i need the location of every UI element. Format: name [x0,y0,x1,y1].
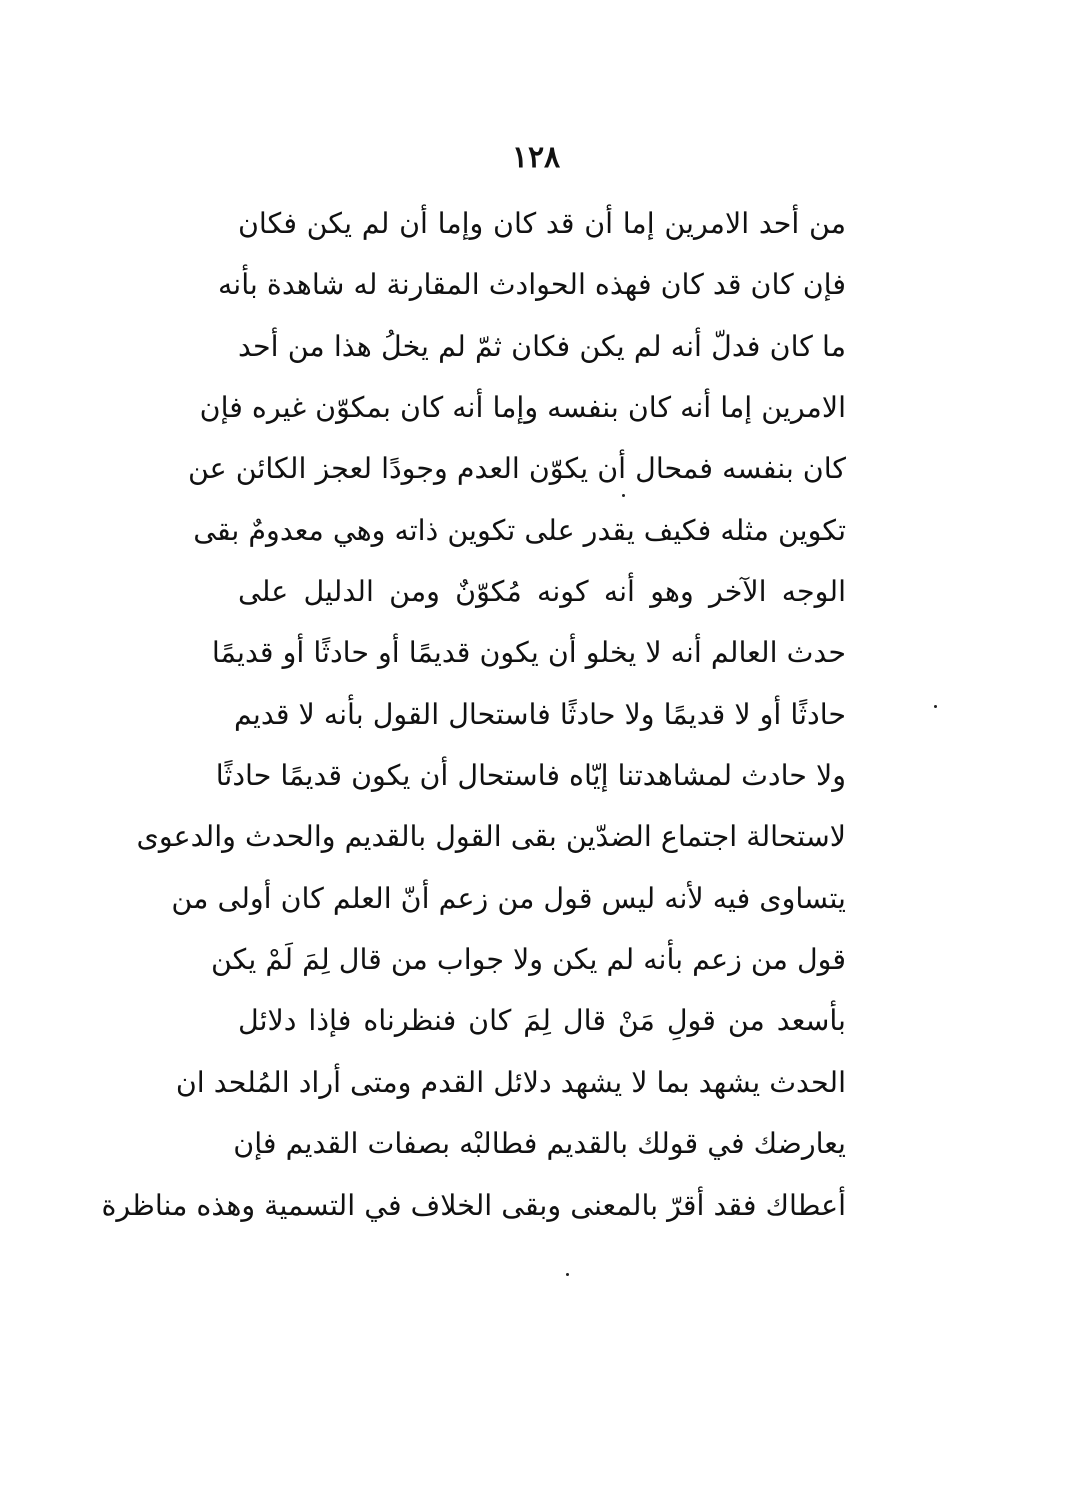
text-line: الوجه الآخر وهو أنه كونه مُكوّنٌ ومن الدليل على [238,575,846,609]
text-line: كان بنفسه فمحال أن يكوّن العدم وجودًا لعجز الكائن عن [187,452,846,486]
scan-speck [622,494,625,497]
text-line: ولا حادث لمشاهدتنا إيّاه فاستحال أن يكون قديمًا حادثًا [215,759,846,793]
text-line: بأسعد من قولِ مَنْ قال لِمَ كان فنظرناه فإذا دلائل [238,1004,846,1038]
text-line: قول من زعم بأنه لم يكن ولا جواب من قال لِمَ لَمْ يكن [210,943,846,977]
scan-speck [566,1273,569,1276]
text-line: أعطاك فقد أقرّ بالمعنى وبقى الخلاف في التسمية وهذه مناظرة [101,1188,846,1222]
text-line: حدث العالم أنه لا يخلو أن يكون قديمًا أو حادثًا أو قديمًا [211,636,846,670]
body-text [101,193,846,1236]
text-line: يعارضك في قولك بالقديم فطالبْه بصفات القديم فإن [233,1127,846,1161]
text-line: من أحد الامرين إما أن قد كان وإما أن لم يكن فكان [238,207,846,240]
text-line: فإن كان قد كان فهذه الحوادث المقارنة له شاهدة بأنه [218,268,846,302]
text-line: تكوين مثله فكيف يقدر على تكوين ذاته وهي معدومٌ بقى [193,513,846,547]
page-number: ١٢٨ [511,140,561,175]
text-line: يتساوى فيه لأنه ليس قول من زعم أنّ العلم كان أولى من [171,881,846,915]
text-line: حادثًا أو لا قديمًا ولا حادثًا فاستحال القول بأنه لا قديم [233,697,846,731]
text-line: ما كان فدلّ أنه لم يكن فكان ثمّ لم يخلُ هذا من أحد [238,329,846,363]
text-line: لاستحالة اجتماع الضدّين بقى القول بالقديم والحدث والدعوى [136,820,846,854]
scan-speck [934,705,937,708]
text-line: الحدث يشهد بما لا يشهد دلائل القدم ومتى أراد المُلحد ان [175,1065,846,1099]
text-line: الامرين إما أنه كان بنفسه وإما أنه كان بمكوّن غيره فإن [199,391,846,425]
